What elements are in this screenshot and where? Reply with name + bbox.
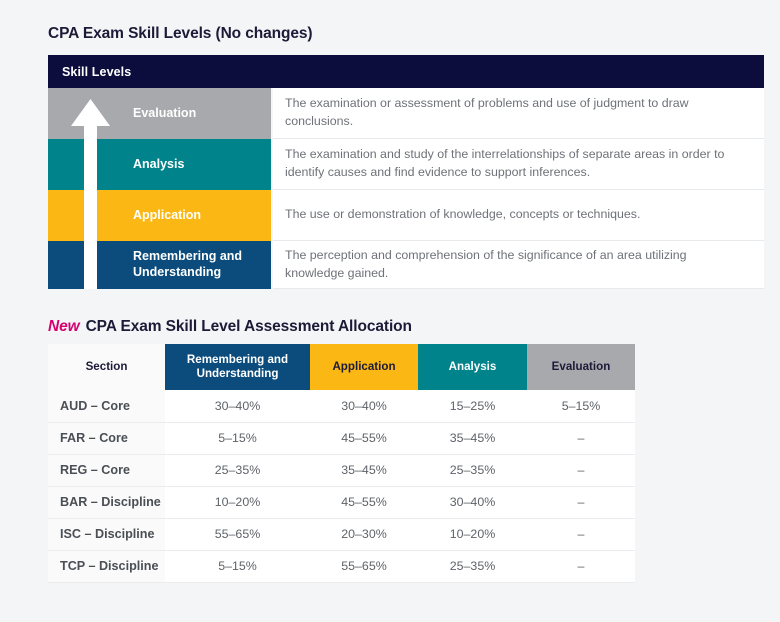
- cell-section: FAR – Core: [48, 422, 165, 454]
- cell-analysis: 25–35%: [418, 454, 527, 486]
- cell-remembering: 10–20%: [165, 486, 310, 518]
- section1-heading: CPA Exam Skill Levels (No changes): [48, 25, 313, 42]
- col-header-remembering: Remembering and Understanding: [165, 344, 310, 390]
- cell-remembering: 5–15%: [165, 422, 310, 454]
- col-header-evaluation: Evaluation: [527, 344, 635, 390]
- skill-level-label-analysis: Analysis: [133, 156, 185, 171]
- table-row: [48, 486, 635, 518]
- table-row: [48, 422, 635, 454]
- cell-remembering: 5–15%: [165, 550, 310, 582]
- cell-analysis: 15–25%: [418, 390, 527, 422]
- table-row: [48, 518, 635, 550]
- skill-levels-table-header: [48, 55, 764, 88]
- col-header-application: Application: [310, 344, 418, 390]
- cell-analysis: 30–40%: [418, 486, 527, 518]
- skill-block-analysis: [48, 139, 271, 190]
- cell-remembering: 30–40%: [165, 390, 310, 422]
- skill-desc-cell-application: [273, 190, 764, 241]
- cell-application: 30–40%: [310, 390, 418, 422]
- skill-row-analysis: [48, 139, 764, 190]
- skill-row-application: [48, 190, 764, 241]
- allocation-table-head: [48, 344, 635, 390]
- col-header-analysis: Analysis: [418, 344, 527, 390]
- skill-desc-text-evaluation: The examination or assessment of problems and use of judgment to draw conclusions.: [285, 96, 689, 128]
- cell-section: ISC – Discipline: [48, 518, 165, 550]
- skill-desc-text-application: The use or demonstration of knowledge, concepts or techniques.: [285, 207, 641, 222]
- allocation-table: [48, 344, 635, 583]
- skill-block-application: [48, 190, 271, 241]
- skill-desc-cell-remembering-understanding: [273, 241, 764, 289]
- cell-evaluation: –: [527, 518, 635, 550]
- skill-levels-body: [48, 88, 764, 289]
- skill-row-remembering-understanding: [48, 241, 764, 289]
- cell-remembering: 25–35%: [165, 454, 310, 486]
- cell-evaluation: –: [527, 486, 635, 518]
- cell-evaluation: –: [527, 422, 635, 454]
- section2-heading: [48, 318, 412, 336]
- cell-remembering: 55–65%: [165, 518, 310, 550]
- skill-level-label-evaluation: Evaluation: [133, 105, 197, 120]
- cell-analysis: 10–20%: [418, 518, 527, 550]
- table-row: [48, 390, 635, 422]
- cell-application: 20–30%: [310, 518, 418, 550]
- cell-application: 45–55%: [310, 486, 418, 518]
- table-row: [48, 454, 635, 486]
- allocation-table-body: [48, 390, 635, 582]
- skill-desc-cell-evaluation: [273, 88, 764, 139]
- cell-evaluation: 5–15%: [527, 390, 635, 422]
- cell-application: 55–65%: [310, 550, 418, 582]
- skill-desc-cell-analysis: [273, 139, 764, 190]
- skill-level-label-remembering-understanding: Remembering and Understanding: [133, 249, 243, 279]
- cell-evaluation: –: [527, 454, 635, 486]
- skill-level-label-application: Application: [133, 207, 202, 222]
- cell-analysis: 35–45%: [418, 422, 527, 454]
- cell-application: 45–55%: [310, 422, 418, 454]
- col-header-section: Section: [48, 344, 165, 390]
- cell-analysis: 25–35%: [418, 550, 527, 582]
- section2-heading-text: CPA Exam Skill Level Assessment Allocation: [85, 318, 412, 335]
- skill-desc-text-analysis: The examination and study of the interrelationships of separate areas in order to identify causes and find evidence to support inferences.: [285, 147, 725, 179]
- cell-application: 35–45%: [310, 454, 418, 486]
- new-badge: New: [48, 318, 80, 335]
- cell-section: AUD – Core: [48, 390, 165, 422]
- allocation-header-row: [48, 344, 635, 390]
- cell-evaluation: –: [527, 550, 635, 582]
- skill-block-evaluation: [48, 88, 271, 139]
- cell-section: REG – Core: [48, 454, 165, 486]
- skill-desc-text-remembering-understanding: The perception and comprehension of the significance of an area utilizing knowledge gained.: [285, 247, 687, 280]
- skill-levels-table: [48, 55, 764, 289]
- table-row: [48, 550, 635, 582]
- cell-section: BAR – Discipline: [48, 486, 165, 518]
- skill-block-remembering-understanding: [48, 241, 271, 289]
- skill-levels-header-label: Skill Levels: [62, 64, 132, 79]
- cell-section: TCP – Discipline: [48, 550, 165, 582]
- skill-row-evaluation: [48, 88, 764, 139]
